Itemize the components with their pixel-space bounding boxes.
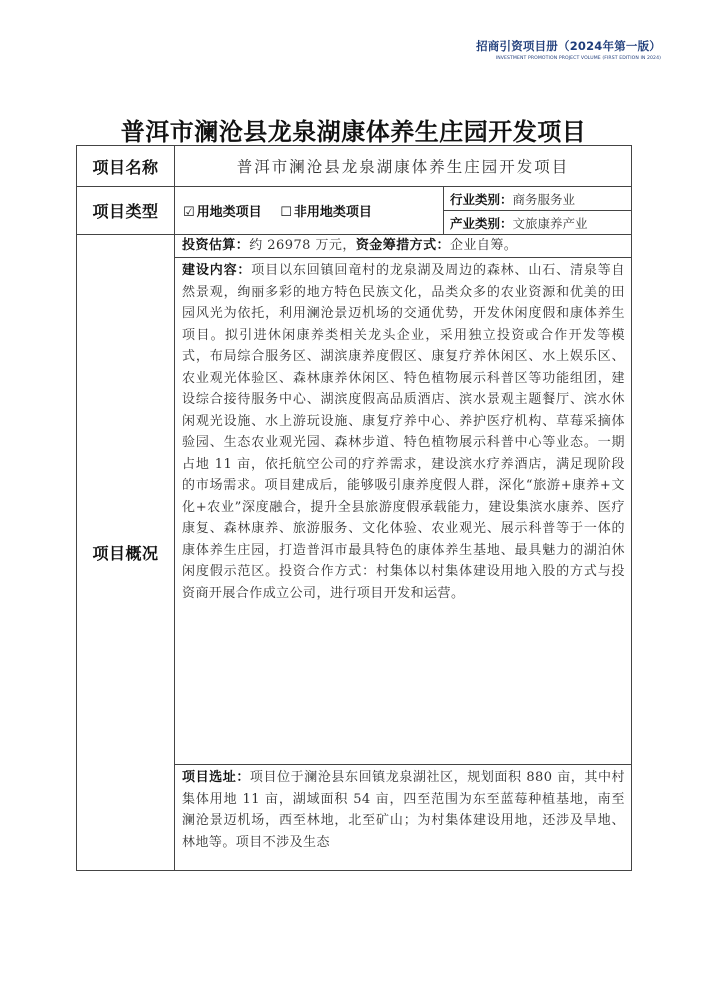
- industry-category: [444, 187, 632, 211]
- sector-category-value: 文旅康养产业: [512, 215, 588, 231]
- construction-cell: [175, 258, 632, 765]
- sector-category: [444, 211, 632, 235]
- site-text: 项目位于澜沧县东回镇龙泉湖社区，规划面积 880 亩，其中村集体用地 11 亩，湖域面积 54 亩，四至范围为东至蓝莓种植基地，南至澜沧景迈机场，西至林地，北至矿山；为村集体建设用地，还涉及旱地、林地等。项目不涉及生态: [182, 770, 625, 850]
- sector-category-label: 产业类别：: [450, 215, 513, 231]
- project-type-label: 项目类型: [77, 187, 175, 235]
- type-option-land-label: 用地类项目: [196, 205, 262, 220]
- type-option-non-land[interactable]: [280, 201, 372, 220]
- row-investment: [77, 235, 632, 258]
- project-info-table: [76, 145, 632, 871]
- type-option-non-land-label: 非用地类项目: [293, 205, 372, 220]
- project-name-value: 普洱市澜沧县龙泉湖康体养生庄园开发项目: [175, 146, 632, 187]
- investment-cell: [175, 235, 632, 258]
- industry-category-value: 商务服务业: [512, 191, 576, 207]
- document-header: [476, 38, 661, 61]
- funding-value: 企业自筹。: [450, 238, 518, 254]
- page-title: 普洱市澜沧县龙泉湖康体养生庄园开发项目: [120, 117, 587, 146]
- site-cell: [175, 765, 632, 871]
- header-subtitle: INVESTMENT PROMOTION PROJECT VOLUME (FIRST EDITION IN 2024): [495, 56, 661, 61]
- checked-box-icon: ☑: [183, 205, 195, 220]
- construction-text: 项目以东回镇回竜村的龙泉湖及周边的森林、山石、清泉等自然景观，绚丽多彩的地方特色民族文化，品类众多的农业资源和优美的田园风光为依托，利用澜沧景迈机场的交通优势，开发休闲度假和康体养生项目。拟引进休闲康养类相关龙头企业，采用独立投资或合作开发等模式，布局综合服务区、湖滨康养度假区、康复疗养休闲区、水上娱乐区、农业观光体验区、森林康养休闲区、特色植物展示科普区等功能组团，建设综合接待服务中心、湖滨度假高品质酒店、滨水景观主题餐厅、滨水休闲观光设施、水上游玩设施、康复疗养中心、养护医疗机构、草莓采摘体验园、生态农业观光园、森林步道、特色植物展示科普中心等业态。一期占地 11 亩，依托航空公司的疗养需求，建设滨水疗养酒店，满足现阶段的市场需求。项目建成后，能够吸引康养度假人群，深化“旅游+康养+文化+农业”深度融合，提升全县旅游度假承载能力，建设集滨水康养、医疗康复、森林康养、旅游服务、文化体验、农业观光、展示科普等于一体的康体养生庄园，打造普洱市最具特色的康体养生基地、最具魅力的湖泊休闲度假示范区。投资合作方式：村集体以村集体建设用地入股的方式与投资商开展合作成立公司，进行项目开发和运营。: [182, 263, 625, 601]
- row-project-type: [77, 187, 632, 211]
- type-option-land[interactable]: [183, 201, 262, 220]
- project-name-label: 项目名称: [77, 146, 175, 187]
- investment-value: 约 26978 万元，: [249, 238, 356, 254]
- construction-label: 建设内容：: [182, 263, 252, 278]
- funding-label: 资金筹措方式：: [355, 238, 450, 254]
- project-overview-label: 项目概况: [77, 235, 175, 871]
- investment-label: 投资估算：: [182, 238, 250, 254]
- industry-category-label: 行业类别：: [450, 191, 513, 207]
- unchecked-box-icon: ☐: [280, 205, 292, 220]
- row-project-name: [77, 146, 632, 187]
- header-title: 招商引资项目册（2024年第一版）: [476, 39, 661, 53]
- site-label: 项目选址：: [182, 770, 250, 785]
- project-type-options: [175, 187, 444, 235]
